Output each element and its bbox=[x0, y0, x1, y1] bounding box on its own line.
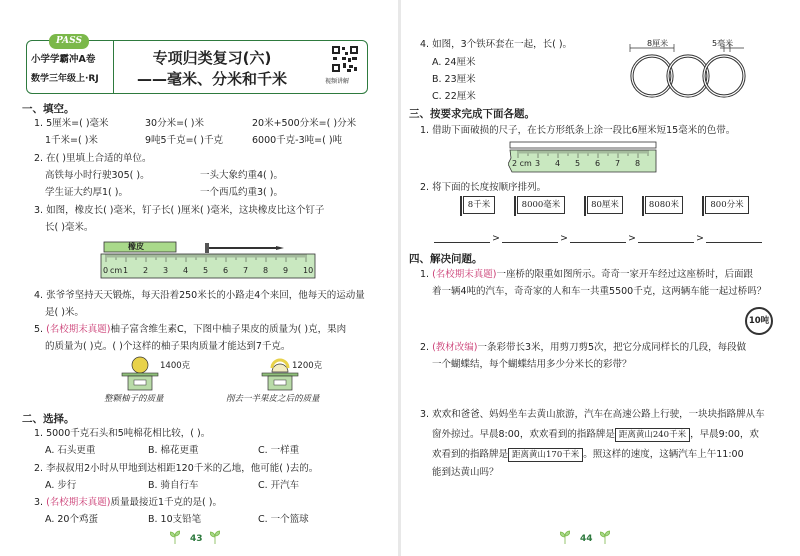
scale1-caption: 整颗柚子的质量 bbox=[104, 394, 164, 404]
length-card: 8000毫米 bbox=[517, 196, 565, 214]
q2-prompt: 2. 在( )里填上合适的单位。 bbox=[34, 153, 152, 164]
broken-ruler-tick-label: 4 bbox=[555, 159, 561, 168]
signpost-pole bbox=[642, 196, 644, 216]
c3-source-tag: (名校期末真题) bbox=[46, 497, 111, 508]
q1-item-d: 1千米=( )米 bbox=[45, 135, 98, 146]
p1-text: 一座桥的限重如图所示。奇奇一家开车经过这座桥时，后面跟 bbox=[496, 269, 754, 280]
pass-logo: PASS bbox=[49, 34, 89, 49]
q1-item-e: 9吨5千克=( )千克 bbox=[145, 135, 223, 146]
p3-text-a: 窗外掠过。早晨8:00，欢欢看到的指路牌是 bbox=[432, 429, 615, 440]
scale1-reading: 1400克 bbox=[160, 361, 191, 371]
q3-line1: 3. 如图，橡皮长( )毫米，钉子长( )厘米( )毫米，这块橡皮比这个钉子 bbox=[34, 205, 325, 216]
c2-option-c[interactable]: C. 开汽车 bbox=[258, 480, 300, 491]
section-choice-title: 二、选择。 bbox=[22, 413, 75, 425]
q1-item-c: 20米+500分米=( )分米 bbox=[252, 118, 357, 129]
ring-thickness-label: 5毫米 bbox=[712, 39, 734, 48]
p2-line1: 2. (教材改编)一条彩带长3米，用剪刀剪5次，把它分成同样长的几段，每段做 bbox=[420, 342, 747, 353]
c3-option-a[interactable]: A. 20个鸡蛋 bbox=[45, 514, 98, 525]
ruler-tick-label: 10 bbox=[303, 266, 314, 275]
ruler-tick-label: 3 bbox=[163, 266, 169, 275]
eraser-label: 橡皮 bbox=[128, 242, 144, 251]
q4-line1: 4. 张爷爷坚持天天锻炼，每天沿着250米长的小路走4个来回，他每天的运动量 bbox=[34, 290, 365, 301]
q1-item-f: 6000千克-3吨=( )吨 bbox=[252, 135, 343, 146]
q2-item-c: 学生证大约厚1( )。 bbox=[45, 187, 128, 198]
p1-source-tag: (名校期末真题) bbox=[432, 269, 497, 280]
broken-ruler-tick-label: 6 bbox=[595, 159, 601, 168]
c2-option-b[interactable]: B. 骑自行车 bbox=[148, 480, 199, 491]
q1-item-b: 30分米=( )米 bbox=[145, 118, 204, 129]
ruler-tick-label: 8 bbox=[263, 266, 269, 275]
c1-option-b[interactable]: B. 棉花更重 bbox=[148, 445, 199, 456]
p3-line3 bbox=[432, 448, 744, 462]
broken-ruler-tick-label: 7 bbox=[615, 159, 621, 168]
p3-line1: 3. 欢欢和爸爸、妈妈坐车去黄山旅游，汽车在高速公路上行驶，一块块指路牌从车 bbox=[420, 409, 765, 420]
greater-than-sign: > bbox=[492, 233, 500, 244]
order-answer-blank[interactable] bbox=[502, 242, 558, 243]
c3-text: 质量最接近1千克的是( )。 bbox=[110, 497, 222, 508]
p3-line4: 能到达黄山吗？ bbox=[432, 467, 499, 478]
broken-ruler-tick-label: 8 bbox=[635, 159, 641, 168]
q2-item-d: 一个西瓜约重3( )。 bbox=[200, 187, 283, 198]
length-card: 8080米 bbox=[645, 196, 683, 214]
greater-than-sign: > bbox=[628, 233, 636, 244]
worksheet-subtitle: ——毫米、分米和千米 bbox=[136, 70, 287, 88]
sprout-icon bbox=[600, 530, 610, 544]
order-answer-blank[interactable] bbox=[434, 242, 490, 243]
road-sign-170km: 距离黄山170千米 bbox=[508, 448, 583, 462]
c3-prompt: 3. (名校期末真题)质量最接近1千克的是( )。 bbox=[34, 497, 222, 508]
p2-source-tag: (教材改编) bbox=[432, 342, 478, 353]
page-number-right: 44 bbox=[580, 534, 593, 544]
scale2-reading: 1200克 bbox=[292, 361, 323, 371]
worksheet-title: 专项归类复习(六) bbox=[152, 49, 272, 67]
signpost-pole bbox=[460, 196, 462, 216]
length-card: 800分米 bbox=[705, 196, 749, 214]
qr-code-icon[interactable] bbox=[331, 45, 359, 73]
ruler-tick-label: 7 bbox=[243, 266, 249, 275]
p3-line2 bbox=[432, 428, 759, 442]
c3-option-b[interactable]: B. 10支铅笔 bbox=[148, 514, 202, 525]
ruler-tick-label: 6 bbox=[223, 266, 229, 275]
sprout-icon bbox=[210, 530, 220, 544]
section-fill-blank-title: 一、填空。 bbox=[22, 103, 75, 115]
p3-text-d: 。照这样的速度，这辆汽车上午11:00 bbox=[583, 449, 744, 460]
q2-item-a: 高铁每小时行驶305( )。 bbox=[45, 170, 150, 181]
road-sign-240km: 距离黄山240千米 bbox=[615, 428, 690, 442]
ruler-unit-label: cm bbox=[110, 266, 123, 275]
p2-text: 一条彩带长3米，用剪刀剪5次，把它分成同样长的几段，每段做 bbox=[477, 342, 747, 353]
length-card: 80厘米 bbox=[587, 196, 623, 214]
q5-line2: 的质量为( )克。( )个这样的柚子果肉质量才能达到7千克。 bbox=[45, 341, 291, 352]
greater-than-sign: > bbox=[560, 233, 568, 244]
signpost-pole bbox=[702, 196, 704, 216]
page-number-left: 43 bbox=[190, 534, 203, 544]
c1-option-c[interactable]: C. 一样重 bbox=[258, 445, 300, 456]
length-cards bbox=[460, 196, 760, 216]
q1-item-a: 1. 5厘米=( )毫米 bbox=[34, 118, 109, 129]
broken-ruler-labels bbox=[508, 159, 658, 171]
r1-prompt: 1. 借助下面破损的尺子，在长方形纸条上涂一段比6厘米短15毫米的色带。 bbox=[420, 125, 736, 136]
q5-text: 柚子富含维生素C，下图中柚子果皮的质量为( )克，果肉 bbox=[110, 324, 347, 335]
length-card: 8千米 bbox=[463, 196, 495, 214]
p2-line2: 一个蝴蝶结，每个蝴蝶结用多少分米长的彩带？ bbox=[432, 359, 632, 370]
ruler-tick-label: 1 bbox=[123, 266, 129, 275]
ruler-diagram bbox=[100, 240, 316, 280]
p1-line2: 着一辆4吨的汽车，奇奇家的人和车一共重5500千克，这两辆车能一起过桥吗？ bbox=[432, 286, 767, 297]
c4-option-b[interactable]: B. 23厘米 bbox=[432, 74, 476, 85]
book-spine bbox=[398, 0, 401, 556]
scale2-caption: 削去一半果皮之后的质量 bbox=[226, 394, 320, 404]
signpost-pole bbox=[584, 196, 586, 216]
signpost-pole bbox=[514, 196, 516, 216]
qr-caption: 视频讲解 bbox=[325, 78, 350, 85]
worksheet-header bbox=[26, 36, 368, 94]
c2-option-a[interactable]: A. 步行 bbox=[45, 480, 77, 491]
c1-option-a[interactable]: A. 石头更重 bbox=[45, 445, 96, 456]
order-answer-blank[interactable] bbox=[638, 242, 694, 243]
q3-line2: 长( )毫米。 bbox=[45, 222, 94, 233]
q2-item-b: 一头大象约重4( )。 bbox=[200, 170, 283, 181]
p1-line1: 1. (名校期末真题)一座桥的限重如图所示。奇奇一家开车经过这座桥时，后面跟 bbox=[420, 269, 754, 280]
ruler-tick-label: 2 bbox=[143, 266, 149, 275]
order-answer-blank[interactable] bbox=[570, 242, 626, 243]
c4-option-a[interactable]: A. 24厘米 bbox=[432, 57, 476, 68]
series-name: 小学学霸冲A卷 bbox=[31, 54, 96, 65]
c4-option-c[interactable]: C. 22厘米 bbox=[432, 91, 476, 102]
ruler-tick-label: 5 bbox=[203, 266, 209, 275]
order-answer-blank[interactable] bbox=[706, 242, 762, 243]
r2-prompt: 2. 将下面的长度按顺序排列。 bbox=[420, 182, 547, 193]
c2-prompt: 2. 李叔叔用2小时从甲地到达相距120千米的乙地，他可能( )去的。 bbox=[34, 463, 319, 474]
sprout-icon bbox=[560, 530, 570, 544]
ruler-tick-label: 9 bbox=[283, 266, 289, 275]
sprout-icon bbox=[170, 530, 180, 544]
broken-ruler-tick-label: 5 bbox=[575, 159, 581, 168]
header-series-box bbox=[27, 36, 114, 93]
p3-text-c: 欢看到的指路牌是 bbox=[432, 449, 509, 460]
c3-option-c[interactable]: C. 一个篮球 bbox=[258, 514, 309, 525]
grade-label: 数学三年级上·RJ bbox=[31, 74, 99, 84]
section-problems-title: 四、解决问题。 bbox=[409, 253, 483, 265]
p3-text-b: ，早晨9:00，欢 bbox=[690, 429, 759, 440]
three-rings-diagram bbox=[620, 38, 760, 100]
greater-than-sign: > bbox=[696, 233, 704, 244]
c1-prompt: 1. 5000千克石头和5吨棉花相比较，( )。 bbox=[34, 428, 211, 439]
weight-limit-sign: 10吨 bbox=[745, 307, 773, 335]
broken-ruler-tick-label: 2 cm bbox=[512, 159, 532, 168]
q5-line1: 5. (名校期末真题)柚子富含维生素C，下图中柚子果皮的质量为( )克，果肉 bbox=[34, 324, 347, 335]
broken-ruler-tick-label: 3 bbox=[535, 159, 541, 168]
q5-source-tag: (名校期末真题) bbox=[46, 324, 111, 335]
ruler-tick-label: 4 bbox=[183, 266, 189, 275]
q4-line2: 是( )米。 bbox=[45, 307, 84, 318]
ruler-tick-labels bbox=[100, 266, 316, 278]
c4-prompt: 4. 如图，3个铁环套在一起，长( )。 bbox=[420, 39, 573, 50]
ruler-tick-label: 0 bbox=[103, 266, 109, 275]
ordering-answer-row bbox=[420, 230, 760, 246]
ring-diameter-label: 8厘米 bbox=[647, 39, 669, 48]
section-tasks-title: 三、按要求完成下面各题。 bbox=[409, 108, 535, 120]
